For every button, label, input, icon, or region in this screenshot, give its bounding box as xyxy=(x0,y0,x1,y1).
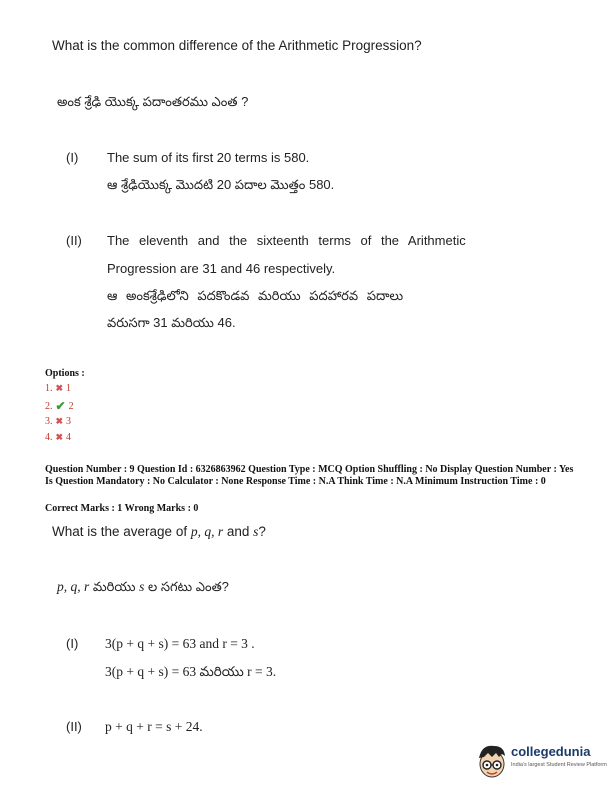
q9-statement-2-label: (II) xyxy=(66,719,82,734)
statement-1-label: (I) xyxy=(66,150,79,165)
question-meta-details: Question Number : 9 Question Id : 6326863962 Question Type : MCQ Option Shuffling : No Display Question Number : Yes Is Question Mandatory : No Calculator : None Response Time : N.A Think Time : N.A Minimum Instruction Time : 0 xyxy=(45,464,574,487)
statement-1-line-1: The sum of its first 20 terms is 580. xyxy=(107,150,310,165)
statement-2-line-3: ఆ అంకశ్రేఢిలోని పదకొండవ మరియు పదహారవ పదాలు xyxy=(107,288,404,303)
option-number: 4. xyxy=(45,432,53,443)
option-number: 1. xyxy=(45,383,53,394)
q9-statement-2-line-1: p + q + r = s + 24. xyxy=(105,719,203,734)
check-icon: ✔ xyxy=(55,399,66,413)
option-2 xyxy=(45,399,74,414)
question-marks: Correct Marks : 1 Wrong Marks : 0 xyxy=(45,503,199,514)
statement-2-line-4: వరుసగా 31 మరియు 46. xyxy=(107,315,236,330)
option-value: 1 xyxy=(66,383,72,394)
statement-1-line-2: ఆ శ్రేఢియొక్క మొదటి 20 పదాల మొత్తం 580. xyxy=(107,177,335,192)
option-value: 4 xyxy=(66,432,72,443)
q9-statement-1-label: (I) xyxy=(66,636,79,651)
question-8-telugu: అంక శ్రేఢి యొక్క పదాంతరము ఎంత ? xyxy=(57,94,249,109)
options-title: Options : xyxy=(45,368,85,379)
brand-name: collegedunia xyxy=(511,744,591,759)
statement-2-line-1: The eleventh and the sixteenth terms of the Arithmetic xyxy=(107,233,466,248)
question-9-english: What is the average of p, q, r and s? xyxy=(52,524,266,539)
cross-icon: ✖ xyxy=(55,416,64,426)
option-3 xyxy=(45,416,71,427)
q9-statement-1-line-1: 3(p + q + s) = 63 and r = 3 . xyxy=(105,636,255,651)
question-9-telugu: p, q, r మరియు s ల సగటు ఎంత? xyxy=(57,579,229,594)
option-number: 2. xyxy=(45,401,53,412)
option-4 xyxy=(45,432,71,443)
option-number: 3. xyxy=(45,416,53,427)
statement-2-line-2: Progression are 31 and 46 respectively. xyxy=(107,261,336,276)
option-value: 2 xyxy=(68,401,74,412)
statement-2-label: (II) xyxy=(66,233,82,248)
cross-icon: ✖ xyxy=(55,383,64,393)
cross-icon: ✖ xyxy=(55,432,64,442)
option-1 xyxy=(45,383,71,394)
option-value: 3 xyxy=(66,416,72,427)
brand-tagline: India's largest Student Review Platform xyxy=(511,762,607,768)
question-8-english: What is the common difference of the Arithmetic Progression? xyxy=(52,38,422,53)
q9-statement-1-line-2: 3(p + q + s) = 63 మరియు r = 3. xyxy=(105,664,277,679)
